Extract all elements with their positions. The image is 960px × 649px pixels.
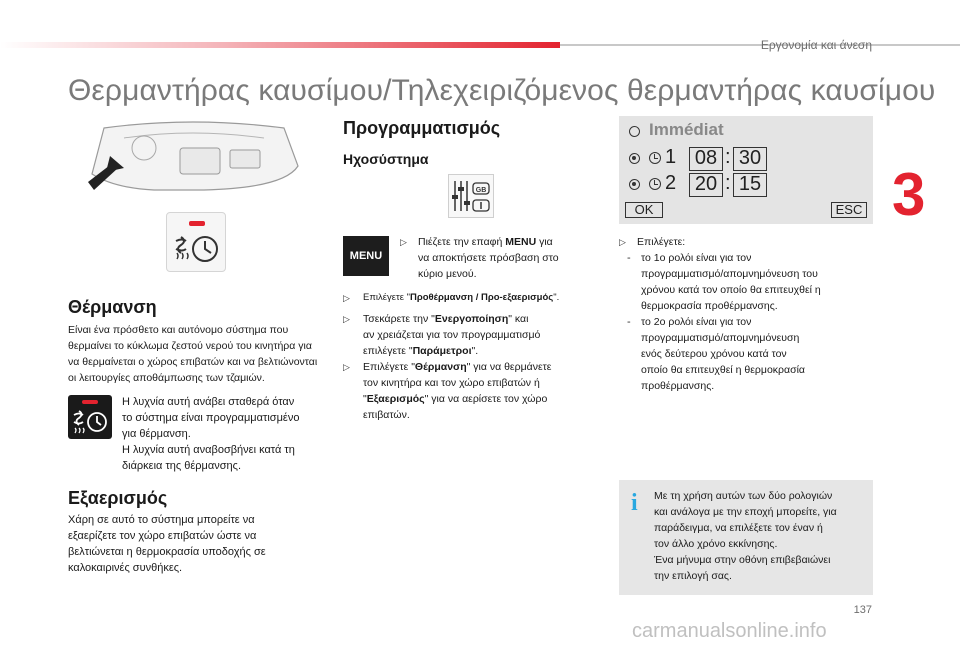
text-run: ". xyxy=(553,292,560,303)
timer2-number: 2 xyxy=(665,172,677,194)
watermark: carmanualsonline.info xyxy=(632,620,827,642)
chapter-number: 3 xyxy=(892,161,926,228)
text-run: Προθέρμανση / Προ-εξαερισμός xyxy=(409,292,554,303)
esc-button: ESC xyxy=(831,202,867,218)
text-line: χρόνου κατά τον οποίο θα επιτευχθεί η xyxy=(641,284,821,296)
text-run: Παράμετροι xyxy=(412,345,472,357)
ok-button: OK xyxy=(625,202,663,218)
programming-heading: Προγραμματισμός xyxy=(343,118,501,138)
timer2-hours: 20 xyxy=(689,173,723,197)
text-line: την επιλογή σας. xyxy=(654,570,732,582)
clock-2-item xyxy=(627,314,877,394)
heating-description xyxy=(68,322,328,386)
text-line: προθέρμανσης. xyxy=(641,380,715,392)
immediate-label: Immédiat xyxy=(649,120,724,139)
text-line: Ένα μήνυμα στην οθόνη επιβεβαιώνει xyxy=(654,554,831,566)
text-run: αν χρειάζεται για τον προγραμματισμό xyxy=(363,329,541,341)
text-run: να αποκτήσετε πρόσβαση στο xyxy=(418,252,559,264)
fan-clock-icon xyxy=(171,229,223,269)
text-line: να θερμαίνεται ο χώρος επιβατών και να βελτιώνονται xyxy=(68,356,318,368)
text-run: ". xyxy=(471,345,479,357)
text-line: διάρκεια της θέρμανσης. xyxy=(122,460,242,472)
text-line: Είναι ένα πρόσθετο και αυτόνομο σύστημα που xyxy=(68,324,289,336)
svg-text:GB: GB xyxy=(475,187,487,194)
text-line: Με τη χρήση αυτών των δύο ρολογιών xyxy=(654,490,833,502)
info-box xyxy=(619,480,873,595)
timer1-minutes: 30 xyxy=(733,147,767,171)
page-number: 137 xyxy=(853,604,872,616)
dashboard-illustration xyxy=(84,118,300,200)
text-run: Τσεκάρετε την " xyxy=(363,313,435,325)
text-line: τον άλλο χρόνο εκκίνησης. xyxy=(654,538,778,550)
text-line: το 1ο ρολόι είναι για τον xyxy=(641,252,752,264)
text-run: Επιλέγετε " xyxy=(363,361,415,373)
text-run: Θέρμανση xyxy=(414,361,467,373)
text-run: " για να αερίσετε τον χώρο xyxy=(424,393,548,405)
led-description xyxy=(122,394,332,474)
text-line: θερμαίνει το κύκλωμα ζεστού νερού του κινητήρα για xyxy=(68,340,312,352)
text-run: Επιλέγετε " xyxy=(363,292,410,303)
timer1-hours: 08 xyxy=(689,147,723,171)
indicator-led xyxy=(189,221,205,226)
timer1-number: 1 xyxy=(665,146,677,168)
text-line: βελτιώνεται η θερμοκρασία υποδοχής σε xyxy=(68,546,266,558)
text-run: " και xyxy=(508,313,529,325)
text-run: κύριο μενού. xyxy=(418,268,477,280)
ventilation-description xyxy=(68,512,328,576)
arrow-bullet-icon: ▷ xyxy=(343,362,350,372)
ventilation-heading: Εξαερισμός xyxy=(68,488,168,508)
settings-sliders-icon xyxy=(449,175,493,217)
menu-button: MENU xyxy=(343,236,389,276)
text-run: τον κινητήρα και τον χώρο επιβατών ή xyxy=(363,377,540,389)
text-line: θερμοκρασία προθέρμανσης. xyxy=(641,300,778,312)
arrow-bullet-icon: ▷ xyxy=(619,237,626,247)
text-line: εξαερίζετε τον χώρο επιβατών ώστε να xyxy=(68,530,257,542)
clock-icon xyxy=(649,152,661,164)
text-run: Ενεργοποίηση xyxy=(434,313,509,325)
text-line: οι λειτουργίες αποθάμπωσης των τζαμιών. xyxy=(68,372,265,384)
timer1-radio xyxy=(629,153,640,164)
audio-system-icon xyxy=(448,174,494,218)
immediate-radio xyxy=(629,126,640,137)
arrow-bullet-icon: ▷ xyxy=(400,237,407,247)
text-line: Χάρη σε αυτό το σύστημα μπορείτε να xyxy=(68,514,255,526)
clock-1-item xyxy=(627,250,877,314)
dash-marker: - xyxy=(627,316,631,328)
heater-button xyxy=(166,212,226,272)
heater-led-icon xyxy=(68,395,112,439)
timer1-separator: : xyxy=(725,146,731,168)
text-line: Επιλέγετε: xyxy=(637,236,686,248)
text-line: καλοκαιρινές συνθήκες. xyxy=(68,562,183,574)
section-label: Εργονομία και άνεση xyxy=(760,38,872,52)
indicator-led xyxy=(82,400,98,404)
step-select-preheat xyxy=(343,290,613,306)
clock-icon xyxy=(649,178,661,190)
text-line: ενός δεύτερου χρόνου κατά τον xyxy=(641,348,787,360)
audio-system-subheading: Ηχοσύστημα xyxy=(343,151,429,167)
dash-marker: - xyxy=(627,252,631,264)
text-run: Πιέζετε την επαφή xyxy=(418,236,506,248)
text-line: παράδειγμα, να επιλέξετε τον έναν ή xyxy=(654,522,823,534)
text-run: " xyxy=(363,393,367,405)
text-run: " για να θερμάνετε xyxy=(466,361,552,373)
text-line: προγραμματισμό/απομνημόνευση xyxy=(641,332,800,344)
fan-clock-icon xyxy=(71,407,109,437)
text-line: και ανάλογα με την εποχή μπορείτε, για xyxy=(654,506,837,518)
text-run: MENU xyxy=(505,236,537,248)
arrow-bullet-icon: ▷ xyxy=(343,293,350,303)
timer2-radio xyxy=(629,179,640,190)
text-line: το σύστημα είναι προγραμματισμένο xyxy=(122,412,300,424)
text-line: Η λυχνία αυτή αναβοσβήνει κατά τη xyxy=(122,444,295,456)
text-line: προγραμματισμό/απομνημόνευση του xyxy=(641,268,818,280)
arrow-bullet-icon: ▷ xyxy=(343,314,350,324)
text-line: οποίο θα επιτευχθεί η θερμοκρασία xyxy=(641,364,805,376)
step-press-menu xyxy=(400,234,600,282)
header-accent-bar xyxy=(0,42,560,48)
text-line: για θέρμανση. xyxy=(122,428,191,440)
text-run: επιλέγετε " xyxy=(363,345,413,357)
step-activate xyxy=(343,311,613,359)
info-icon: i xyxy=(631,490,638,516)
select-clock-instructions xyxy=(619,234,869,250)
text-line: Η λυχνία αυτή ανάβει σταθερά όταν xyxy=(122,396,295,408)
page-title: Θερμαντήρας καυσίμου/Τηλεχειριζόμενος θερμαντήρας καυσίμου xyxy=(68,74,936,107)
timer2-minutes: 15 xyxy=(733,173,767,197)
step-select-mode xyxy=(343,359,613,423)
timer2-separator: : xyxy=(725,172,731,194)
text-run: για xyxy=(536,236,553,248)
info-text xyxy=(654,488,868,584)
text-line: το 2ο ρολόι είναι για τον xyxy=(641,316,752,328)
text-run: επιβατών. xyxy=(363,409,410,421)
display-screen xyxy=(619,116,873,224)
text-run: Εξαερισμός xyxy=(366,393,425,405)
heating-heading: Θέρμανση xyxy=(68,297,157,317)
